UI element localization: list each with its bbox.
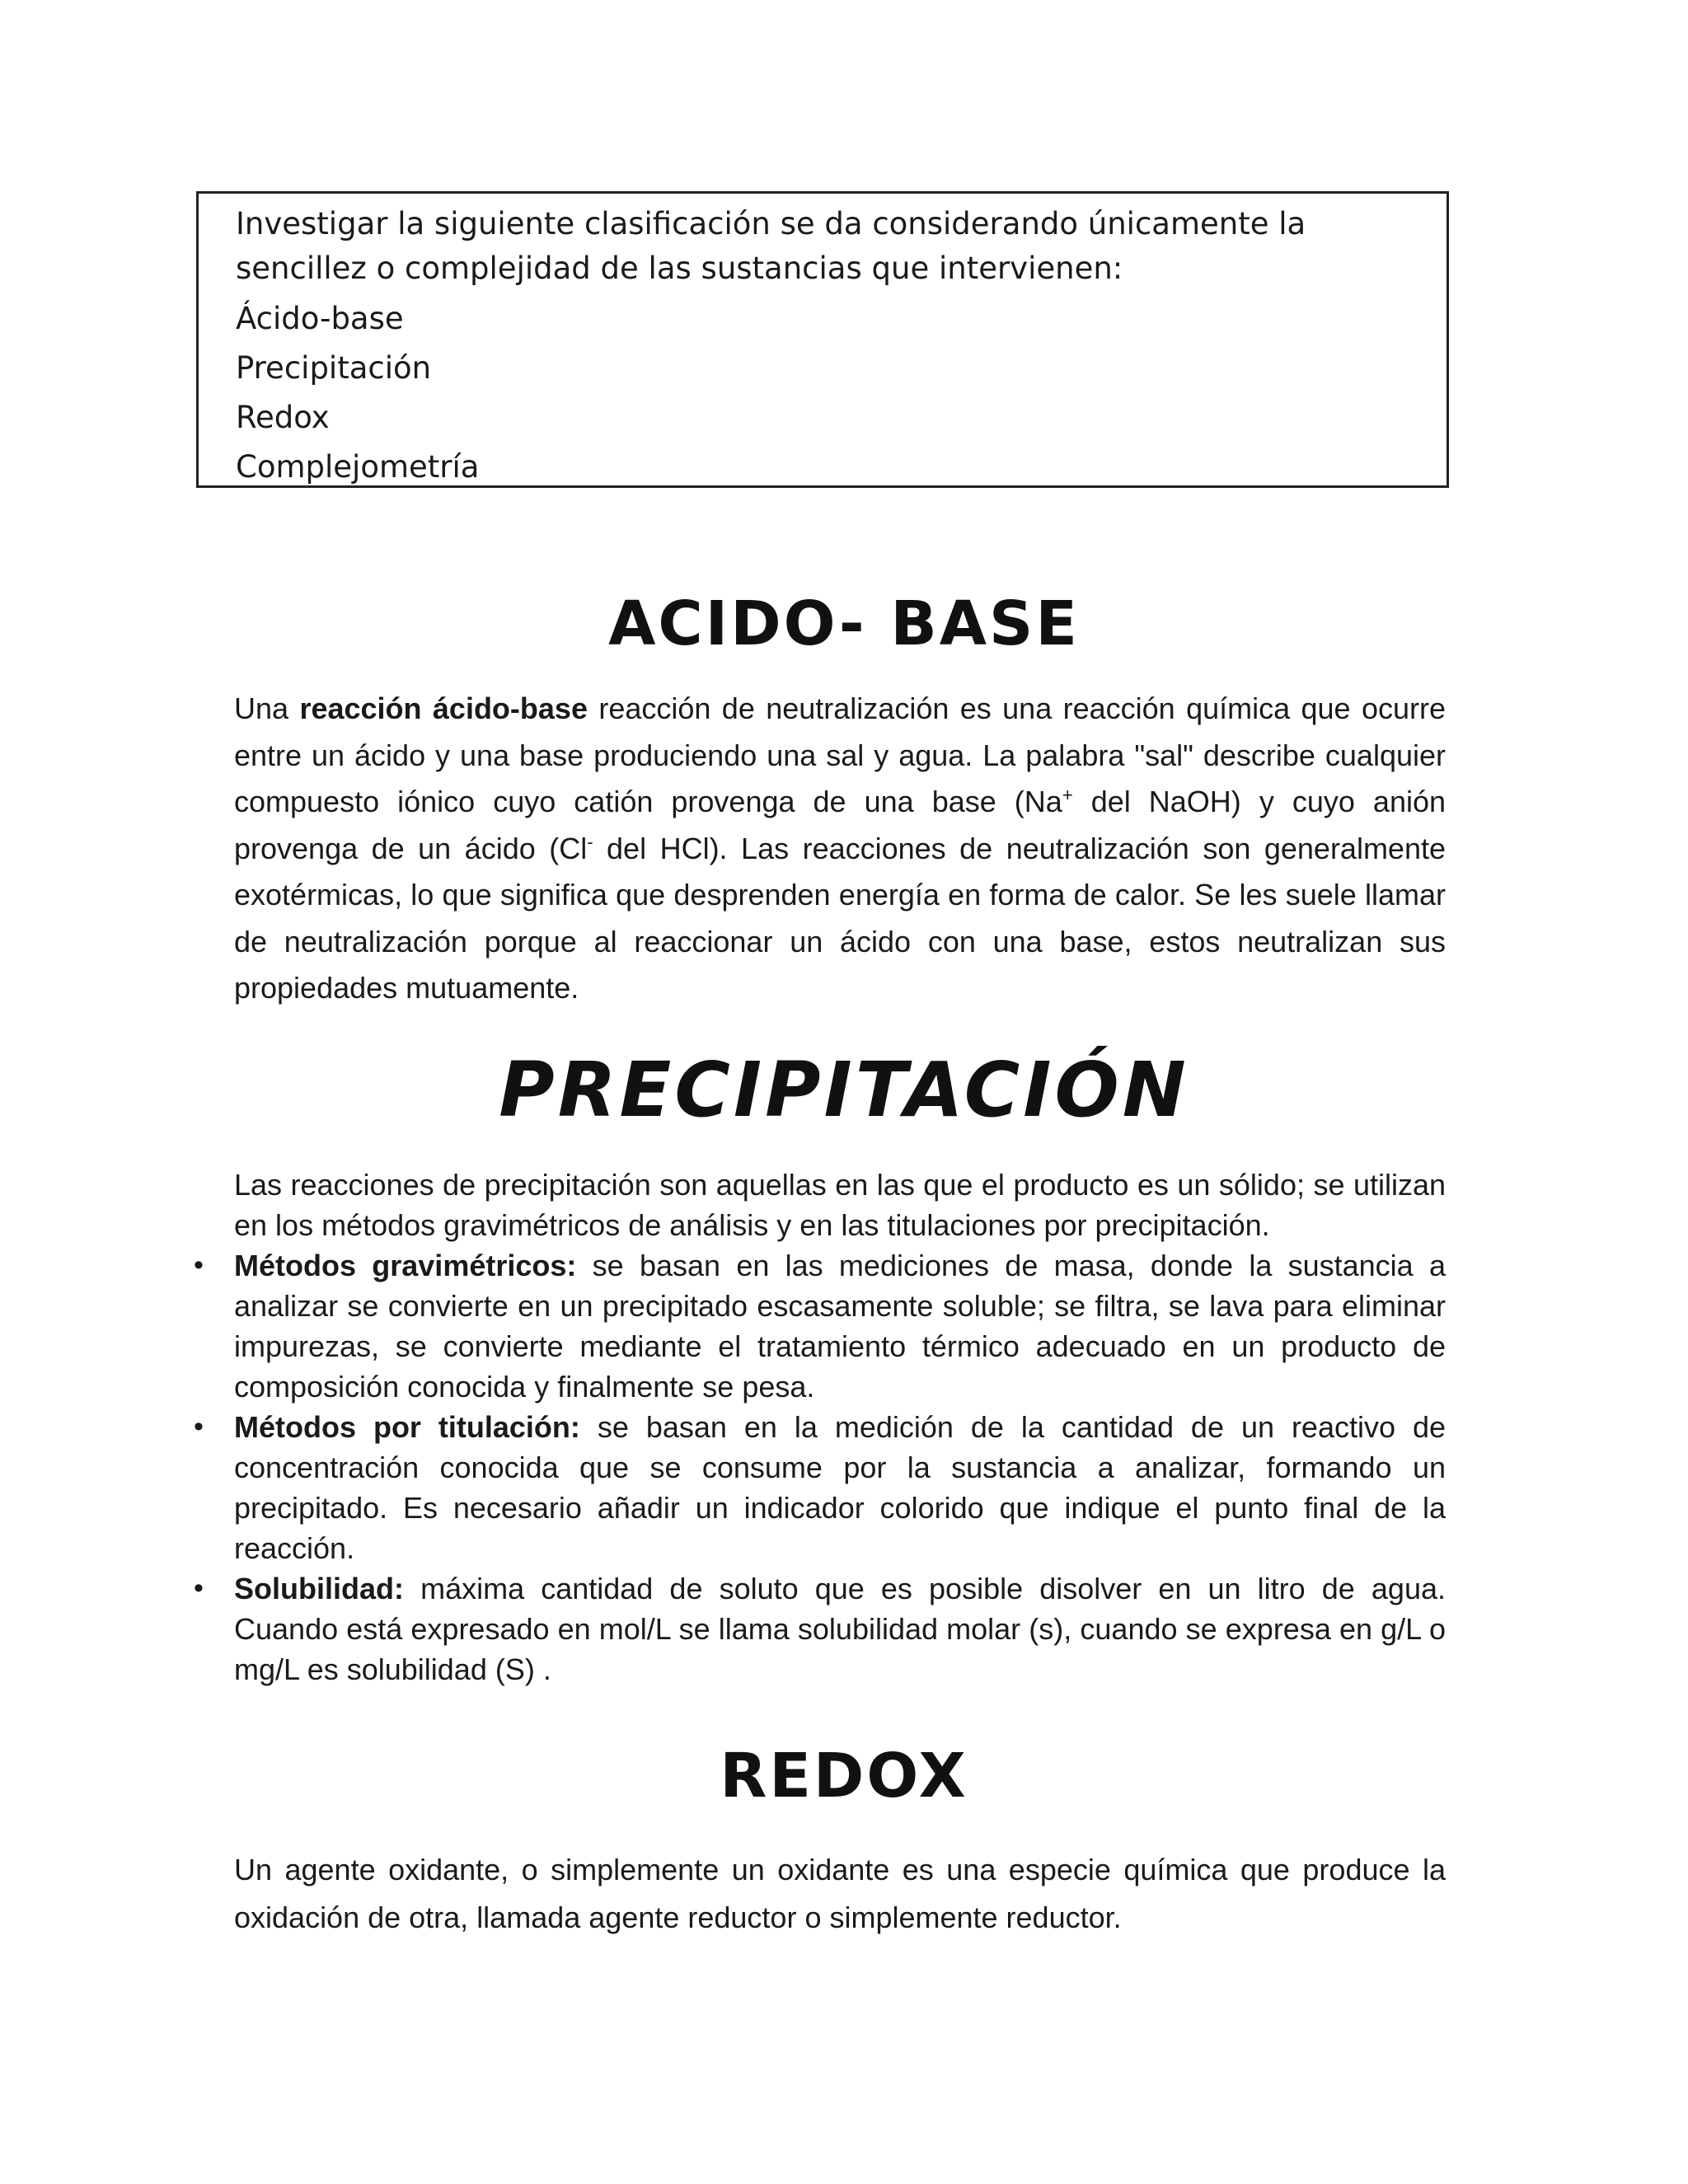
- bullet-text: máxima cantidad de soluto que es posible disolver en un litro de agua. Cuando está expresado en mol/L se llama solubilidad molar (s), cuando se expresa en g/L o mg/L es solubilidad (S) .: [234, 1572, 1446, 1686]
- heading-redox: REDOX: [720, 1741, 968, 1811]
- bullet-icon: •: [194, 1411, 204, 1442]
- bullet-icon: •: [194, 1249, 204, 1281]
- chloride-charge-superscript: -: [587, 831, 593, 852]
- precipitacion-intro: Las reacciones de precipitación son aquellas en las que el producto es un sólido; se utilizan en los métodos gravimétricos de análisis y en las titulaciones por precipitación.: [234, 1168, 1446, 1242]
- acido-base-text-start: Una: [234, 691, 300, 725]
- acido-base-text-mid1: reacción de neutralización es una reacción química que ocurre entre un ácido y una base produciendo una sal y agua. La palabra "sal" describe cualquier compuesto iónico cuyo catión provenga de una base (Na: [234, 691, 1446, 818]
- classification-list: [236, 294, 1414, 492]
- acido-base-paragraph: [234, 686, 1446, 1012]
- assignment-box: [196, 191, 1449, 488]
- classification-item-precipitacion: Precipitación: [236, 350, 432, 386]
- bullet-term: Métodos gravimétricos:: [234, 1249, 577, 1282]
- acido-base-bold-term: reacción ácido-base: [299, 691, 588, 725]
- sodium-charge-superscript: +: [1062, 785, 1073, 805]
- bullet-text: se basan en las mediciones de masa, donde la sustancia a analizar se convierte en un precipitado escasamente soluble; se filtra, se lava para eliminar impurezas, se convierte mediante el tratamiento térmico adecuado en un producto de composición conocida y finalmente se pesa.: [234, 1249, 1447, 1404]
- acido-base-text-mid2: del NaOH) y cuyo anión provenga de un ácido (Cl: [234, 785, 1447, 865]
- bullet-solubilidad: [194, 1568, 1446, 1690]
- precipitacion-bullet-list: [194, 1245, 1447, 1690]
- bullet-text: se basan en la medición de la cantidad de un reactivo de concentración conocida que se consume por la sustancia a analizar, formando un precipitado. Es necesario añadir un indicador colorido que indique el punto final de la reacción.: [234, 1410, 1446, 1565]
- heading-precipitacion: PRECIPITACIÓN: [499, 1046, 1189, 1134]
- bullet-term: Solubilidad:: [234, 1572, 404, 1605]
- assignment-intro: Investigar la siguiente clasificación se da considerando únicamente la sencillez o complejidad de las sustancias que intervienen:: [236, 206, 1306, 286]
- bullet-metodos-gravimetricos: [194, 1245, 1447, 1407]
- classification-item-acido-base: Ácido-base: [236, 301, 404, 336]
- redox-paragraph: Un agente oxidante, o simplemente un oxidante es una especie química que produce la oxidación de otra, llamada agente reductor o simplemente reductor.: [234, 1853, 1446, 1934]
- classification-item-complejometria: Complejometría: [236, 449, 480, 485]
- bullet-icon: •: [194, 1572, 204, 1604]
- acido-base-text-end: del HCl). Las reacciones de neutralización son generalmente exotérmicas, lo que significa que desprenden energía en forma de calor. Se les suele llamar de neutralización porque al reaccionar un ácido con una base, estos neutralizan sus propiedades mutuamente.: [234, 831, 1446, 1005]
- heading-acido-base: ACIDO- BASE: [608, 588, 1080, 659]
- classification-item-redox: Redox: [236, 400, 330, 435]
- bullet-metodos-titulacion: [194, 1407, 1446, 1568]
- bullet-term: Métodos por titulación:: [234, 1410, 580, 1444]
